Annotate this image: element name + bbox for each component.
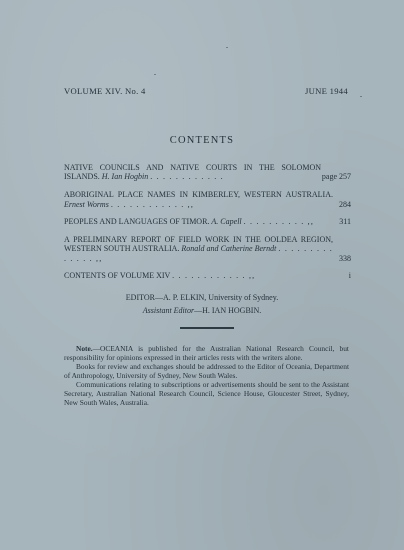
assistant-editor-line <box>0 305 404 318</box>
assistant-editor-label: Assistant Editor <box>142 305 195 315</box>
table-of-contents <box>64 163 351 289</box>
paper-fleck <box>226 47 228 48</box>
note-label: Note. <box>76 344 93 353</box>
toc-entry <box>64 163 351 182</box>
toc-entry-leader: . . . . . . . . . . . . <box>150 172 224 182</box>
toc-entry-page: i <box>348 271 351 281</box>
toc-entry-leader: . . . . . . . . . . . . ,, <box>172 271 256 281</box>
note-paragraph <box>64 345 349 362</box>
toc-entry-title: ABORIGINAL PLACE NAMES IN KIMBERLEY, WESTERN AUSTRALIA. <box>64 190 333 200</box>
divider-rule <box>180 327 234 329</box>
toc-entry <box>64 217 351 226</box>
toc-entry-leader: . . . . . . . . . . . . . . ,, <box>64 244 333 263</box>
note-text: —OCEANIA is published for the Australian National Research Council, but responsibility for opinions expressed in their articles rests with the writers alone. <box>64 344 349 362</box>
volume-number: VOLUME XIV. No. 4 <box>64 86 146 96</box>
toc-entry-page: 284 <box>339 199 351 209</box>
toc-entry-title: NATIVE COUNCILS AND NATIVE COURTS IN THE SOLOMON ISLANDS. <box>64 163 321 182</box>
toc-entry <box>64 271 351 280</box>
toc-entry-leader: . . . . . . . . . . . . ,, <box>110 199 195 209</box>
contents-heading: CONTENTS <box>169 135 235 146</box>
toc-entry-title: PEOPLES AND LANGUAGES OF TIMOR. <box>64 217 210 227</box>
toc-entry-title: CONTENTS OF VOLUME XIV <box>64 271 171 281</box>
communications-paragraph: Communications relating to subscriptions or advertisements should be sent to the Assistant Secretary, Australian National Research Council, Science House, Gloucester Street, Sydney, New South Wales, Australia. <box>64 380 349 407</box>
toc-entry-author: Ronald and Catherine Berndt <box>181 244 277 254</box>
toc-entry <box>64 235 351 263</box>
toc-entry-title: A PRELIMINARY REPORT OF FIELD WORK IN THE OOLDEA REGION, WESTERN SOUTH AUSTRALIA. <box>64 234 333 254</box>
toc-entry-leader: . . . . . . . . . . ,, <box>243 217 315 227</box>
paper-fleck <box>360 96 362 97</box>
toc-entry-page: 311 <box>339 217 351 227</box>
editorial-credits <box>0 292 404 317</box>
toc-entry <box>64 190 351 209</box>
toc-entry-page: 338 <box>339 253 351 263</box>
toc-entry-page: page 257 <box>321 172 351 182</box>
toc-entry-author: H. Ian Hogbin <box>101 172 149 182</box>
books-paragraph: Books for review and exchanges should be addressed to the Editor of Oceania, Department of Anthropology, University of Sydney, New South Wales. <box>64 362 349 380</box>
assistant-editor-name: —H. IAN HOGBIN. <box>194 305 262 315</box>
toc-entry-author: A. Capell <box>211 217 242 227</box>
publication-notes <box>64 345 349 408</box>
editor-line: EDITOR—A. P. ELKIN, University of Sydney. <box>125 293 279 302</box>
issue-date: JUNE 1944 <box>304 86 348 96</box>
paper-fleck <box>154 74 156 75</box>
toc-entry-author: Ernest Worms <box>64 199 109 209</box>
